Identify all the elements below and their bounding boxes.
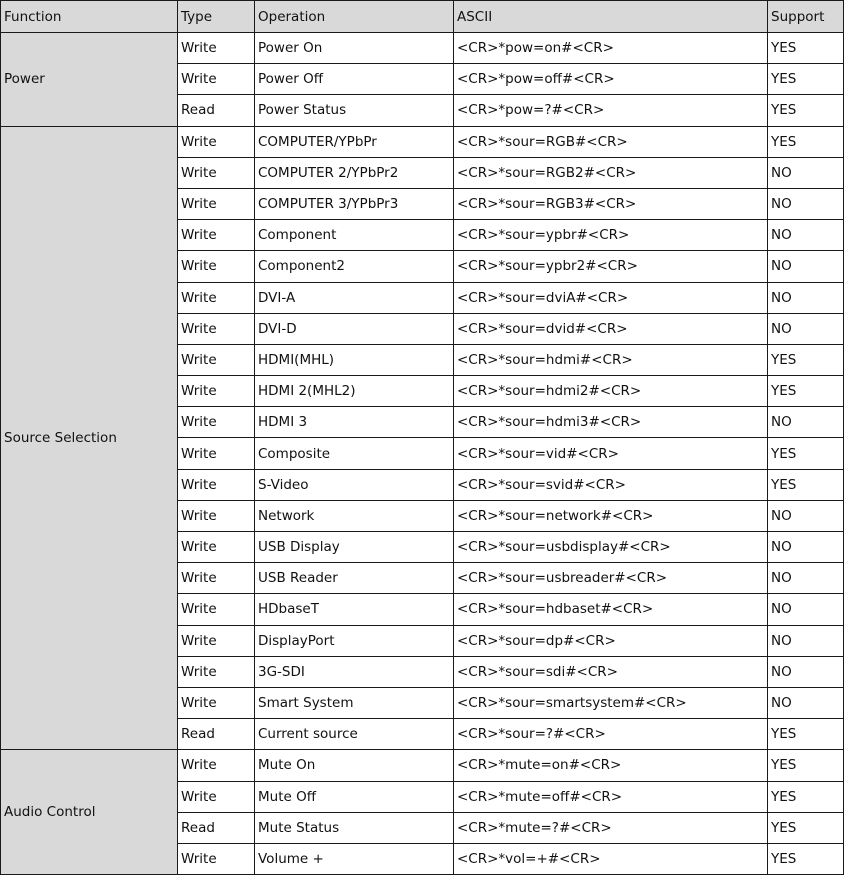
header-row — [1, 1, 844, 33]
operation-cell: Power On — [255, 33, 454, 64]
operation-cell: COMPUTER 3/YPbPr3 — [255, 188, 454, 219]
ascii-cell: <CR>*mute=off#<CR> — [454, 781, 768, 812]
type-cell: Write — [178, 532, 255, 563]
support-cell: NO — [768, 313, 844, 344]
support-cell: NO — [768, 687, 844, 718]
type-cell: Read — [178, 812, 255, 843]
type-cell: Write — [178, 750, 255, 781]
operation-cell: Mute On — [255, 750, 454, 781]
operation-cell: Smart System — [255, 687, 454, 718]
table-row — [1, 126, 844, 157]
support-cell: NO — [768, 220, 844, 251]
ascii-cell: <CR>*sour=network#<CR> — [454, 500, 768, 531]
type-cell: Write — [178, 438, 255, 469]
type-cell: Write — [178, 251, 255, 282]
ascii-cell: <CR>*sour=vid#<CR> — [454, 438, 768, 469]
support-cell: NO — [768, 282, 844, 313]
operation-cell: USB Display — [255, 532, 454, 563]
ascii-cell: <CR>*sour=RGB#<CR> — [454, 126, 768, 157]
operation-cell: HDMI(MHL) — [255, 344, 454, 375]
operation-cell: Component — [255, 220, 454, 251]
support-cell: YES — [768, 33, 844, 64]
function-group-cell: Power — [1, 33, 178, 127]
operation-cell: DisplayPort — [255, 625, 454, 656]
support-cell: NO — [768, 532, 844, 563]
header-ascii: ASCII — [454, 1, 768, 33]
support-cell: YES — [768, 438, 844, 469]
operation-cell: DVI-A — [255, 282, 454, 313]
type-cell: Write — [178, 220, 255, 251]
type-cell: Write — [178, 781, 255, 812]
type-cell: Write — [178, 188, 255, 219]
operation-cell: Current source — [255, 719, 454, 750]
ascii-cell: <CR>*sour=RGB3#<CR> — [454, 188, 768, 219]
header-support: Support — [768, 1, 844, 33]
support-cell: YES — [768, 126, 844, 157]
support-cell: YES — [768, 64, 844, 95]
support-cell: NO — [768, 407, 844, 438]
operation-cell: Volume + — [255, 843, 454, 874]
operation-cell: USB Reader — [255, 563, 454, 594]
ascii-cell: <CR>*pow=on#<CR> — [454, 33, 768, 64]
operation-cell: COMPUTER/YPbPr — [255, 126, 454, 157]
ascii-cell: <CR>*sour=?#<CR> — [454, 719, 768, 750]
operation-cell: Component2 — [255, 251, 454, 282]
ascii-cell: <CR>*sour=usbdisplay#<CR> — [454, 532, 768, 563]
support-cell: NO — [768, 656, 844, 687]
support-cell: NO — [768, 188, 844, 219]
ascii-cell: <CR>*sour=hdmi#<CR> — [454, 344, 768, 375]
header-type: Type — [178, 1, 255, 33]
type-cell: Write — [178, 33, 255, 64]
ascii-cell: <CR>*mute=on#<CR> — [454, 750, 768, 781]
support-cell: YES — [768, 812, 844, 843]
operation-cell: COMPUTER 2/YPbPr2 — [255, 157, 454, 188]
operation-cell: Power Off — [255, 64, 454, 95]
ascii-cell: <CR>*sour=dvid#<CR> — [454, 313, 768, 344]
ascii-cell: <CR>*vol=+#<CR> — [454, 843, 768, 874]
type-cell: Write — [178, 563, 255, 594]
support-cell: NO — [768, 251, 844, 282]
ascii-cell: <CR>*sour=dp#<CR> — [454, 625, 768, 656]
operation-cell: Mute Status — [255, 812, 454, 843]
type-cell: Write — [178, 157, 255, 188]
table-body — [1, 33, 844, 875]
type-cell: Read — [178, 95, 255, 126]
ascii-cell: <CR>*sour=ypbr#<CR> — [454, 220, 768, 251]
type-cell: Write — [178, 625, 255, 656]
type-cell: Write — [178, 594, 255, 625]
support-cell: YES — [768, 750, 844, 781]
ascii-cell: <CR>*sour=RGB2#<CR> — [454, 157, 768, 188]
table-row — [1, 750, 844, 781]
operation-cell: Composite — [255, 438, 454, 469]
support-cell: NO — [768, 500, 844, 531]
type-cell: Write — [178, 656, 255, 687]
support-cell: YES — [768, 376, 844, 407]
ascii-cell: <CR>*sour=svid#<CR> — [454, 469, 768, 500]
ascii-cell: <CR>*sour=ypbr2#<CR> — [454, 251, 768, 282]
ascii-cell: <CR>*sour=dviA#<CR> — [454, 282, 768, 313]
type-cell: Write — [178, 500, 255, 531]
support-cell: NO — [768, 625, 844, 656]
operation-cell: S-Video — [255, 469, 454, 500]
ascii-cell: <CR>*sour=hdbaset#<CR> — [454, 594, 768, 625]
ascii-cell: <CR>*sour=usbreader#<CR> — [454, 563, 768, 594]
operation-cell: Mute Off — [255, 781, 454, 812]
function-group-cell: Audio Control — [1, 750, 178, 875]
ascii-cell: <CR>*pow=?#<CR> — [454, 95, 768, 126]
support-cell: NO — [768, 157, 844, 188]
operation-cell: Network — [255, 500, 454, 531]
support-cell: NO — [768, 563, 844, 594]
support-cell: NO — [768, 594, 844, 625]
operation-cell: DVI-D — [255, 313, 454, 344]
type-cell: Write — [178, 126, 255, 157]
ascii-cell: <CR>*sour=hdmi2#<CR> — [454, 376, 768, 407]
support-cell: YES — [768, 344, 844, 375]
ascii-cell: <CR>*pow=off#<CR> — [454, 64, 768, 95]
ascii-cell: <CR>*sour=sdi#<CR> — [454, 656, 768, 687]
operation-cell: Power Status — [255, 95, 454, 126]
operation-cell: 3G-SDI — [255, 656, 454, 687]
header-operation: Operation — [255, 1, 454, 33]
table-header — [1, 1, 844, 33]
operation-cell: HDMI 3 — [255, 407, 454, 438]
ascii-cell: <CR>*mute=?#<CR> — [454, 812, 768, 843]
type-cell: Write — [178, 407, 255, 438]
type-cell: Write — [178, 843, 255, 874]
type-cell: Read — [178, 719, 255, 750]
support-cell: YES — [768, 469, 844, 500]
type-cell: Write — [178, 64, 255, 95]
type-cell: Write — [178, 687, 255, 718]
support-cell: YES — [768, 719, 844, 750]
support-cell: YES — [768, 95, 844, 126]
type-cell: Write — [178, 282, 255, 313]
support-cell: YES — [768, 843, 844, 874]
type-cell: Write — [178, 376, 255, 407]
support-cell: YES — [768, 781, 844, 812]
type-cell: Write — [178, 469, 255, 500]
operation-cell: HDMI 2(MHL2) — [255, 376, 454, 407]
header-function: Function — [1, 1, 178, 33]
table-row — [1, 33, 844, 64]
type-cell: Write — [178, 344, 255, 375]
operation-cell: HDbaseT — [255, 594, 454, 625]
ascii-cell: <CR>*sour=smartsystem#<CR> — [454, 687, 768, 718]
type-cell: Write — [178, 313, 255, 344]
function-group-cell: Source Selection — [1, 126, 178, 750]
ascii-cell: <CR>*sour=hdmi3#<CR> — [454, 407, 768, 438]
